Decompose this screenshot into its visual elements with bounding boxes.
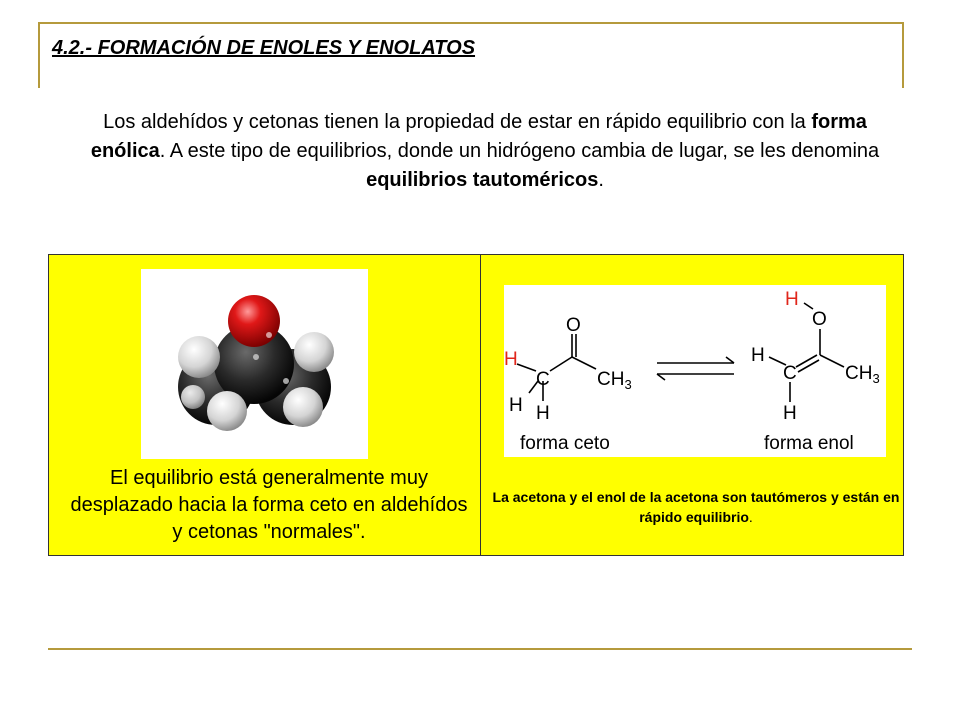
panel-divider [480, 255, 481, 555]
highlight-dot [266, 332, 272, 338]
hydrogen-atom [283, 387, 323, 427]
acetone-molecule-image [141, 269, 368, 459]
enol-form-label: forma enol [764, 433, 854, 454]
hydrogen-atom [294, 332, 334, 372]
enol-methyl: $CH_3$ [845, 363, 880, 386]
tautomer-reaction-image [504, 285, 886, 457]
left-rule [38, 22, 40, 88]
bottom-rule [48, 648, 912, 650]
intro-text-2: . A este tipo de equilibrios, donde un hidrógeno cambia de lugar, se les denomina [159, 140, 880, 162]
keto-hydrogen-left: H [509, 395, 523, 416]
intro-bold-1: forma enólica [90, 111, 867, 162]
enol-hydrogen-left: H [751, 345, 765, 366]
slide-title: 4.2.- FORMACIÓN DE ENOLES Y ENOLATOS [52, 37, 476, 59]
right-rule [902, 22, 904, 88]
hydrogen-atom [181, 385, 205, 409]
enol-migrated-hydrogen: H [785, 289, 799, 310]
enol-oxygen: O [812, 309, 827, 330]
highlight-dot [253, 354, 259, 360]
intro-bold-2: equilibrios tautoméricos [366, 169, 599, 191]
enol-hydrogen-bottom: H [783, 403, 797, 424]
keto-hydrogen-bottom: H [536, 403, 550, 424]
hydrogen-atom [178, 336, 220, 378]
right-caption-text: La acetona y el enol de la acetona son tautómeros y están en rápido equilibrio [492, 489, 900, 525]
highlight-dot [283, 378, 289, 384]
right-caption-period: . [748, 509, 753, 525]
keto-form-label: forma ceto [520, 433, 610, 454]
keto-oxygen: O [566, 315, 581, 336]
left-caption: El equilibrio está generalmente muy desplazado hacia la forma ceto en aldehídos y cetonas "normales". [70, 467, 468, 543]
top-rule [38, 22, 904, 24]
oxygen-atom [228, 295, 280, 347]
right-caption [489, 487, 903, 527]
intro-paragraph [75, 108, 895, 195]
enol-carbon: C [783, 363, 797, 384]
keto-methyl: $CH_3$ [597, 369, 632, 392]
intro-text-3: . [598, 169, 604, 191]
keto-migrating-hydrogen: H [504, 349, 518, 370]
keto-carbon: C [536, 369, 550, 390]
keto-enol-equilibrium-diagram [504, 285, 886, 457]
acetone-spacefill-model [141, 269, 368, 459]
intro-text-1: Los aldehídos y cetonas tienen la propiedad de estar en rápido equilibrio con la [103, 111, 812, 133]
yellow-panel [48, 254, 904, 556]
hydrogen-atom [207, 391, 247, 431]
